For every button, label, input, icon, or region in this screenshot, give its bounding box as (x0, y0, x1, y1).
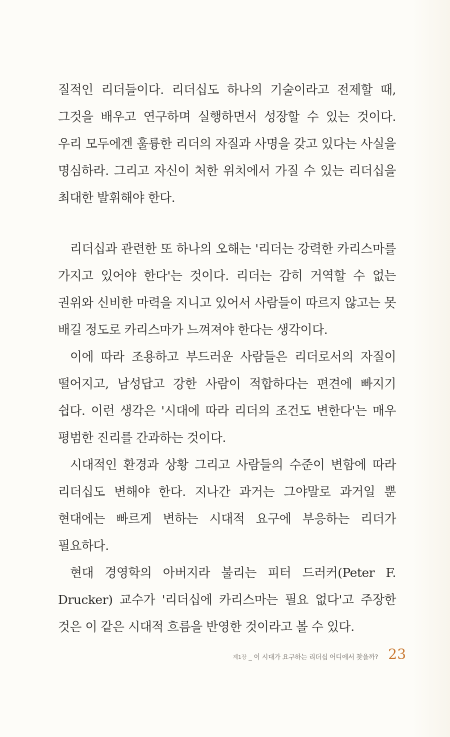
paragraph-5: 현대 경영학의 아버지라 불리는 피터 드러커(Peter F. Drucker) 교수가 '리더십에 카리스마는 필요 없다'고 주장한 것은 이 같은 시대적 흐름을 반영한 것이라고 볼 수 있다. (58, 565, 396, 634)
page-number: 23 (388, 647, 406, 663)
chapter-title: _ 이 시대가 요구하는 리더십 어디에서 찾을까? (248, 653, 379, 661)
page-binding-shadow (412, 0, 450, 737)
chapter-heading (233, 652, 378, 661)
page-body (58, 76, 396, 640)
running-footer (196, 647, 406, 667)
paragraph-2: 리더십과 관련한 또 하나의 오해는 '리더는 강력한 카리스마를 가지고 있어야 한다'는 것이다. 리더는 감히 거역할 수 없는 권위와 신비한 마력을 지니고 있어서 사람들이 따르지 않고는 못 배길 정도로 카리스마가 느껴져야 한다는 생각이다. (58, 241, 396, 337)
chapter-number: 제1장 (232, 655, 247, 661)
paragraph-4: 시대적인 환경과 상황 그리고 사람들의 수준이 변함에 따라 리더십도 변해야 한다. 지나간 과거는 그야말로 과거일 뿐 현대에는 빠르게 변하는 시대적 요구에 부응하는 리더가 필요하다. (58, 457, 396, 553)
paragraph-1: 질적인 리더들이다. 리더십도 하나의 기술이라고 전제할 때, 그것을 배우고 연구하며 실행하면서 성장할 수 있는 것이다. 우리 모두에겐 훌륭한 리더의 자질과 사명을 갖고 있다는 사실을 명심하라. 그리고 자신이 처한 위치에서 가질 수 있는 리더십을 최대한 발휘해야 한다. (58, 82, 396, 205)
paragraph-3: 이에 따라 조용하고 부드러운 사람들은 리더로서의 자질이 떨어지고, 남성답고 강한 사람이 적합하다는 편견에 빠지기 쉽다. 이런 생각은 '시대에 따라 리더의 조건도 변한다'는 매우 평범한 진리를 간과하는 것이다. (58, 349, 396, 445)
